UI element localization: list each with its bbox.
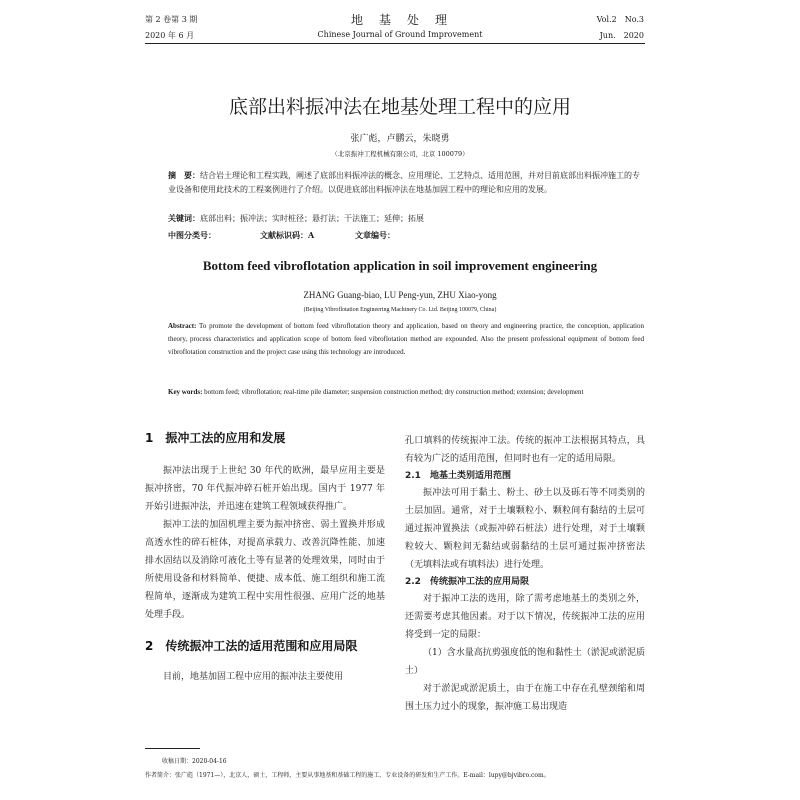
author-info: 作者简介：张广彪（1971—），北京人，硕士，工程师，主要从事地基和基础工程的施工、专业设备的研发和生产工作。E-mail：lupy@bjvibro.com。 — [145, 772, 550, 779]
volume-issue-en: Vol.2 No.3 — [596, 15, 644, 24]
affiliation-cn: （北京振冲工程机械有限公司，北京 100079） — [331, 150, 469, 158]
left-column — [145, 430, 385, 686]
section-1-paragraph-2: 振冲工法的加固机理主要为振冲挤密、弱土置换并形成高透水性的碎石桩体，对提高承载力、改善沉降性能、加速排水固结以及消除可液化土等有显著的处理效果，同时由于所使用设备和材料简单、便捷、成本低、施工组织和施工流程简单，逐渐成为建筑工程中实用性很强、应用广泛的地基处理手段。 — [145, 520, 385, 620]
keywords-cn-text: 底部出料；振冲法；实时桩径；悬打法；干法施工；延伸；拓展 — [200, 214, 424, 223]
keywords-en — [168, 386, 644, 399]
paper-title-en: Bottom feed vibroflotation application in soil improvement engineering — [202, 258, 598, 273]
section-2-2-heading: 2.2 传统振冲工法的应用局限 — [405, 577, 529, 587]
section-1-paragraph-1: 振冲法出现于上世纪 30 年代的欧洲，最早应用主要是振冲挤密，70 年代振冲碎石桩开始出现。国内于 1977 年开始引进振冲法，并迅速在建筑工程领域获得推广。 — [145, 466, 385, 512]
abstract-en — [168, 320, 644, 359]
article-number: 文章编号： — [355, 230, 395, 240]
section-2-heading: 2 传统振冲工法的适用范围和应用局限 — [145, 639, 358, 653]
volume-issue: 第 2 卷第 3 期 — [145, 15, 198, 24]
keywords-en-label: Key words: — [168, 388, 203, 396]
abstract-en-label: Abstract: — [168, 322, 197, 330]
keywords-cn-label: 关键词： — [168, 213, 200, 223]
publication-date: 2020 年 6 月 — [145, 31, 195, 40]
section-2-2-paragraph-2: （1）含水量高抗剪强度低的饱和黏性土（淤泥或淤泥质土） — [405, 648, 645, 676]
journal-title-cn: 地 基 处 理 — [350, 13, 449, 27]
classification-number: 中图分类号： — [168, 230, 216, 240]
publication-date-en: Jun. 2020 — [599, 31, 644, 40]
paper-title-cn: 底部出料振冲法在地基处理工程中的应用 — [228, 96, 571, 118]
abstract-cn-label: 摘 要： — [168, 170, 200, 180]
received-date: 收稿日期：2020-04-16 — [162, 758, 227, 765]
authors-cn: 张广彪，卢鹏云，朱晓勇 — [350, 134, 450, 144]
footnote-rule — [145, 748, 200, 749]
abstract-en-text: To promote the development of bottom feed vibroflotation theory and application, based on theory and engineering practice, the conception, application theory, process characteristics and application scope of bottom feed vibroflotation method are expounded. Also the present professional equipment of bottom feed vibroflotation construction and the project case using this technology are introduced. — [168, 322, 644, 356]
section-2-1-heading: 2.1 地基土类别适用范围 — [405, 471, 511, 481]
journal-title-en: Chinese Journal of Ground Improvement — [317, 30, 483, 39]
section-2-2-paragraph-3: 对于淤泥或淤泥质土，由于在施工中存在孔壁颈缩和周围土压力过小的现象，振冲施工易出现造 — [405, 684, 645, 712]
document-code: 文献标识码：A — [260, 230, 315, 240]
section-1-heading: 1 振冲工法的应用和发展 — [145, 431, 286, 445]
section-2-paragraph-1: 目前，地基加固工程中应用的振冲法主要使用 — [163, 672, 344, 682]
keywords-en-text: bottom feed; vibroflotation; real-time pile diameter; suspension construction method; dry construction method; extension; development — [202, 388, 584, 396]
authors-en: ZHANG Guang-biao, LU Peng-yun, ZHU Xiao-yong — [303, 290, 497, 300]
header-rule — [145, 43, 645, 44]
section-2-2-paragraph-1: 对于振冲工法的选用，除了需考虑地基土的类别之外，还需要考虑其他因素。对于以下情况，传统振冲工法的应用将受到一定的局限： — [405, 594, 645, 640]
keywords-cn — [168, 211, 644, 226]
abstract-cn-text: 结合岩土理论和工程实践，阐述了底部出料振冲法的概念、应用理论、工艺特点、适用范围，并对目前底部出料振冲施工的专业设备和使用此技术的工程案例进行了介绍。以促进底部出料振冲法在地基加固工程中的理论和应用的发展。 — [168, 171, 640, 194]
right-paragraph-0: 孔口填料的传统振冲工法。传统的振冲工法根据其特点，具有较为广泛的适用范围，但同时也有一定的适用局限。 — [405, 436, 645, 464]
right-column — [405, 432, 645, 716]
abstract-cn — [168, 168, 644, 197]
affiliation-en: (Beijing Vibroflotation Engineering Machinery Co. Ltd. Beijing 100079, China) — [303, 307, 497, 313]
section-2-1-paragraph-1: 振冲法可用于黏土、粉土、砂土以及砾石等不同类别的土层加固。通常，对于土壤颗粒小、颗粒间有黏结的土层可通过振冲置换法（或振冲碎石桩法）进行处理，对于土壤颗粒较大、颗粒间无黏结或弱黏结的土层可通过振冲挤密法（无填料法或有填料法）进行处理。 — [405, 488, 645, 570]
